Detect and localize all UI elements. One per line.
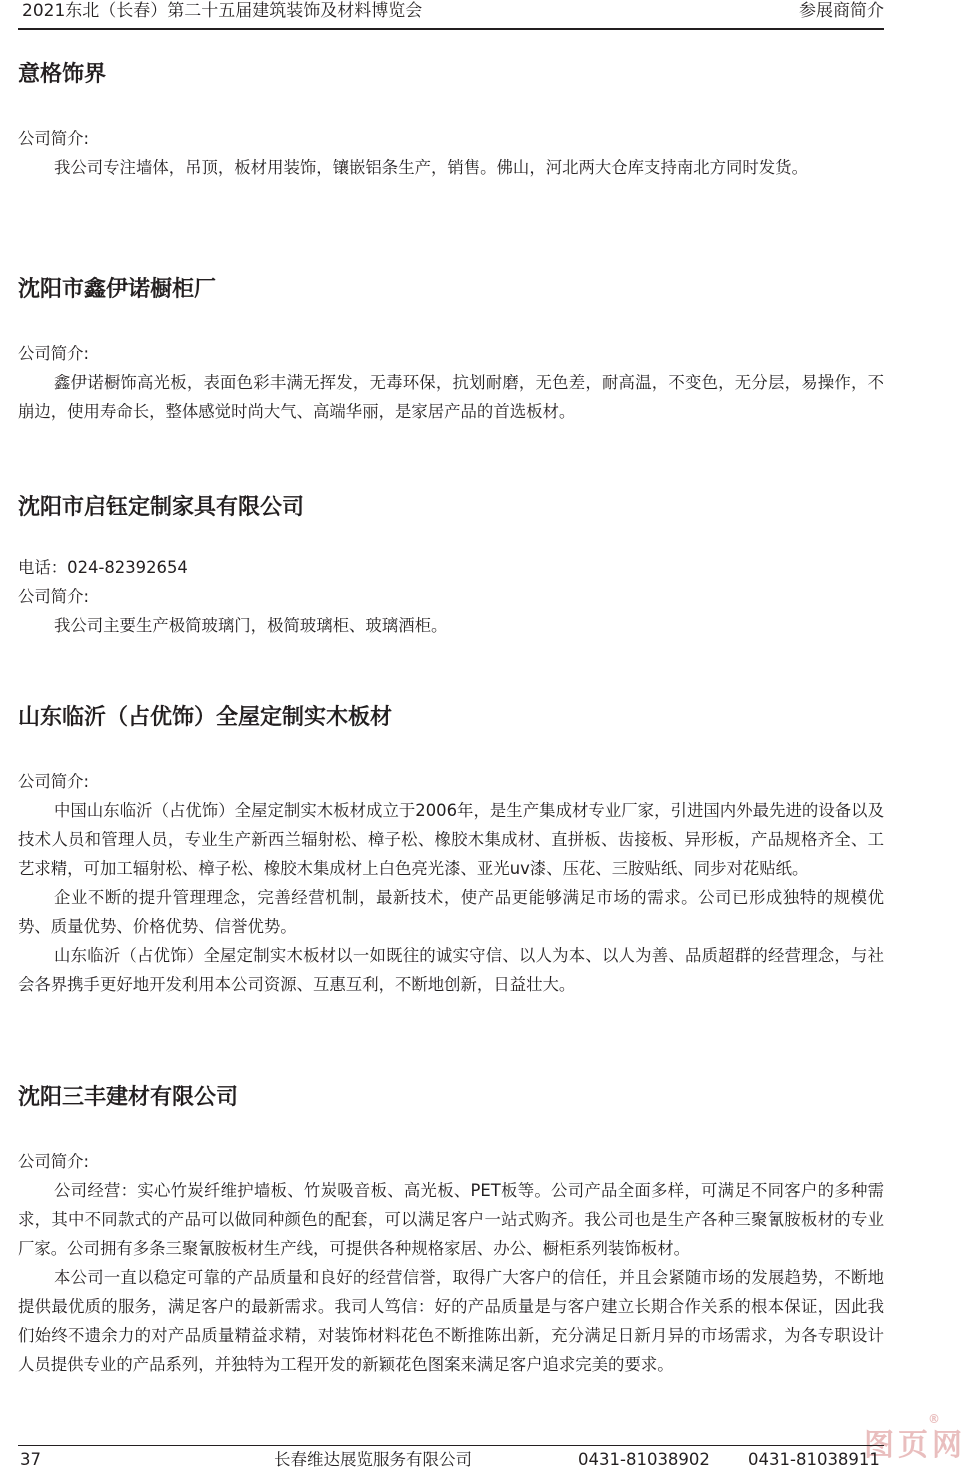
intro-label: 公司简介: bbox=[18, 772, 90, 791]
intro-paragraph: 山东临沂（占优饰）全屋定制实木板材以一如既往的诚实守信、以人为本、以人为善、品质超群的经营理念，与社会各界携手更好地开发利用本公司资源、互惠互利，不断地创新，日益壮大。 bbox=[18, 946, 884, 994]
intro-paragraph: 中国山东临沂（占优饰）全屋定制实木板材成立于2006年，是生产集成材专业厂家，引进国内外最先进的设备以及技术人员和管理人员，专业生产新西兰辐射松、樟子松、橡胶木集成材、直拼板、齿接板、异形板，产品规格齐全、工艺求精，可加工辐射松、樟子松、橡胶木集成材上白色亮光漆、亚光uv漆、压花、三胺贴纸、同步对花贴纸。 bbox=[18, 801, 884, 878]
exhibitor-entry bbox=[18, 493, 884, 703]
intro-label: 公司简介: bbox=[18, 344, 90, 363]
expo-title: 2021东北（长春）第二十五届建筑装饰及材料博览会 bbox=[22, 1, 423, 21]
organizer-phone-1: 0431-81038902 bbox=[578, 1450, 710, 1469]
intro-label: 公司简介: bbox=[18, 1152, 90, 1171]
exhibitor-name: 沈阳市启钰定制家具有限公司 bbox=[18, 495, 305, 520]
exhibitor-list bbox=[18, 60, 884, 1379]
intro-paragraph: 企业不断的提升管理理念，完善经营机制，最新技术，使产品更能够满足市场的需求。公司已形成独特的规模优势、质量优势、价格优势、信誉优势。 bbox=[18, 888, 884, 936]
intro-paragraph: 鑫伊诺橱饰高光板，表面色彩丰满无挥发，无毒环保，抗划耐磨，无色差，耐高温，不变色，无分层，易操作，不崩边，使用寿命长，整体感觉时尚大气、高端华丽，是家居产品的首选板材。 bbox=[18, 373, 884, 421]
organizer-name: 长春维达展览服务有限公司 bbox=[274, 1450, 472, 1469]
exhibitor-entry bbox=[18, 1083, 884, 1379]
intro-paragraph: 公司经营：实心竹炭纤维护墙板、竹炭吸音板、高光板、PET板等。公司产品全面多样，可满足不同客户的多种需求，其中不同款式的产品可以做同种颜色的配套，可以满足客户一站式购齐。我公司也是生产各种三聚氰胺板材的专业厂家。公司拥有多条三聚氰胺板材生产线，可提供各种规格家居、办公、橱柜系列装饰板材。 bbox=[18, 1181, 884, 1258]
exhibitor-entry bbox=[18, 275, 884, 493]
page-header bbox=[18, 0, 884, 30]
exhibitor-name: 沈阳市鑫伊诺橱柜厂 bbox=[18, 277, 217, 302]
watermark-text: 图页网 bbox=[864, 1428, 966, 1463]
exhibitor-entry bbox=[18, 60, 884, 275]
registered-mark: ® bbox=[928, 1412, 944, 1426]
exhibitor-name: 山东临沂（占优饰）全屋定制实木板材 bbox=[18, 705, 393, 730]
page-number: 37 bbox=[20, 1450, 41, 1469]
intro-paragraph: 我公司专注墙体，吊顶，板材用装饰，镶嵌铝条生产，销售。佛山，河北两大仓库支持南北方同时发货。 bbox=[54, 158, 808, 177]
exhibitor-name: 意格饰界 bbox=[18, 62, 107, 87]
intro-paragraph: 本公司一直以稳定可靠的产品质量和良好的经营信誉，取得广大客户的信任，并且会紧随市场的发展趋势，不断地提供最优质的服务，满足客户的最新需求。我司人笃信：好的产品质量是与客户建立长期合作关系的根本保证，因此我们始终不遗余力的对产品质量精益求精，对装饰材料花色不断推陈出新，充分满足日新月异的市场需求，为各专职设计人员提供专业的产品系列，并独特为工程开发的新颖花色图案来满足客户追求完美的要求。 bbox=[18, 1268, 884, 1374]
intro-paragraph: 我公司主要生产极简玻璃门，极简玻璃柜、玻璃酒柜。 bbox=[54, 616, 448, 635]
exhibitor-name: 沈阳三丰建材有限公司 bbox=[18, 1085, 239, 1110]
phone-line: 电话：024-82392654 bbox=[18, 558, 188, 577]
exhibitor-entry bbox=[18, 703, 884, 1083]
intro-label: 公司简介: bbox=[18, 129, 90, 148]
section-title: 参展商简介 bbox=[799, 1, 884, 21]
organizer-phone-2: 0431-81038911 bbox=[748, 1450, 880, 1469]
intro-label: 公司简介: bbox=[18, 587, 90, 606]
page-footer bbox=[18, 1445, 884, 1470]
